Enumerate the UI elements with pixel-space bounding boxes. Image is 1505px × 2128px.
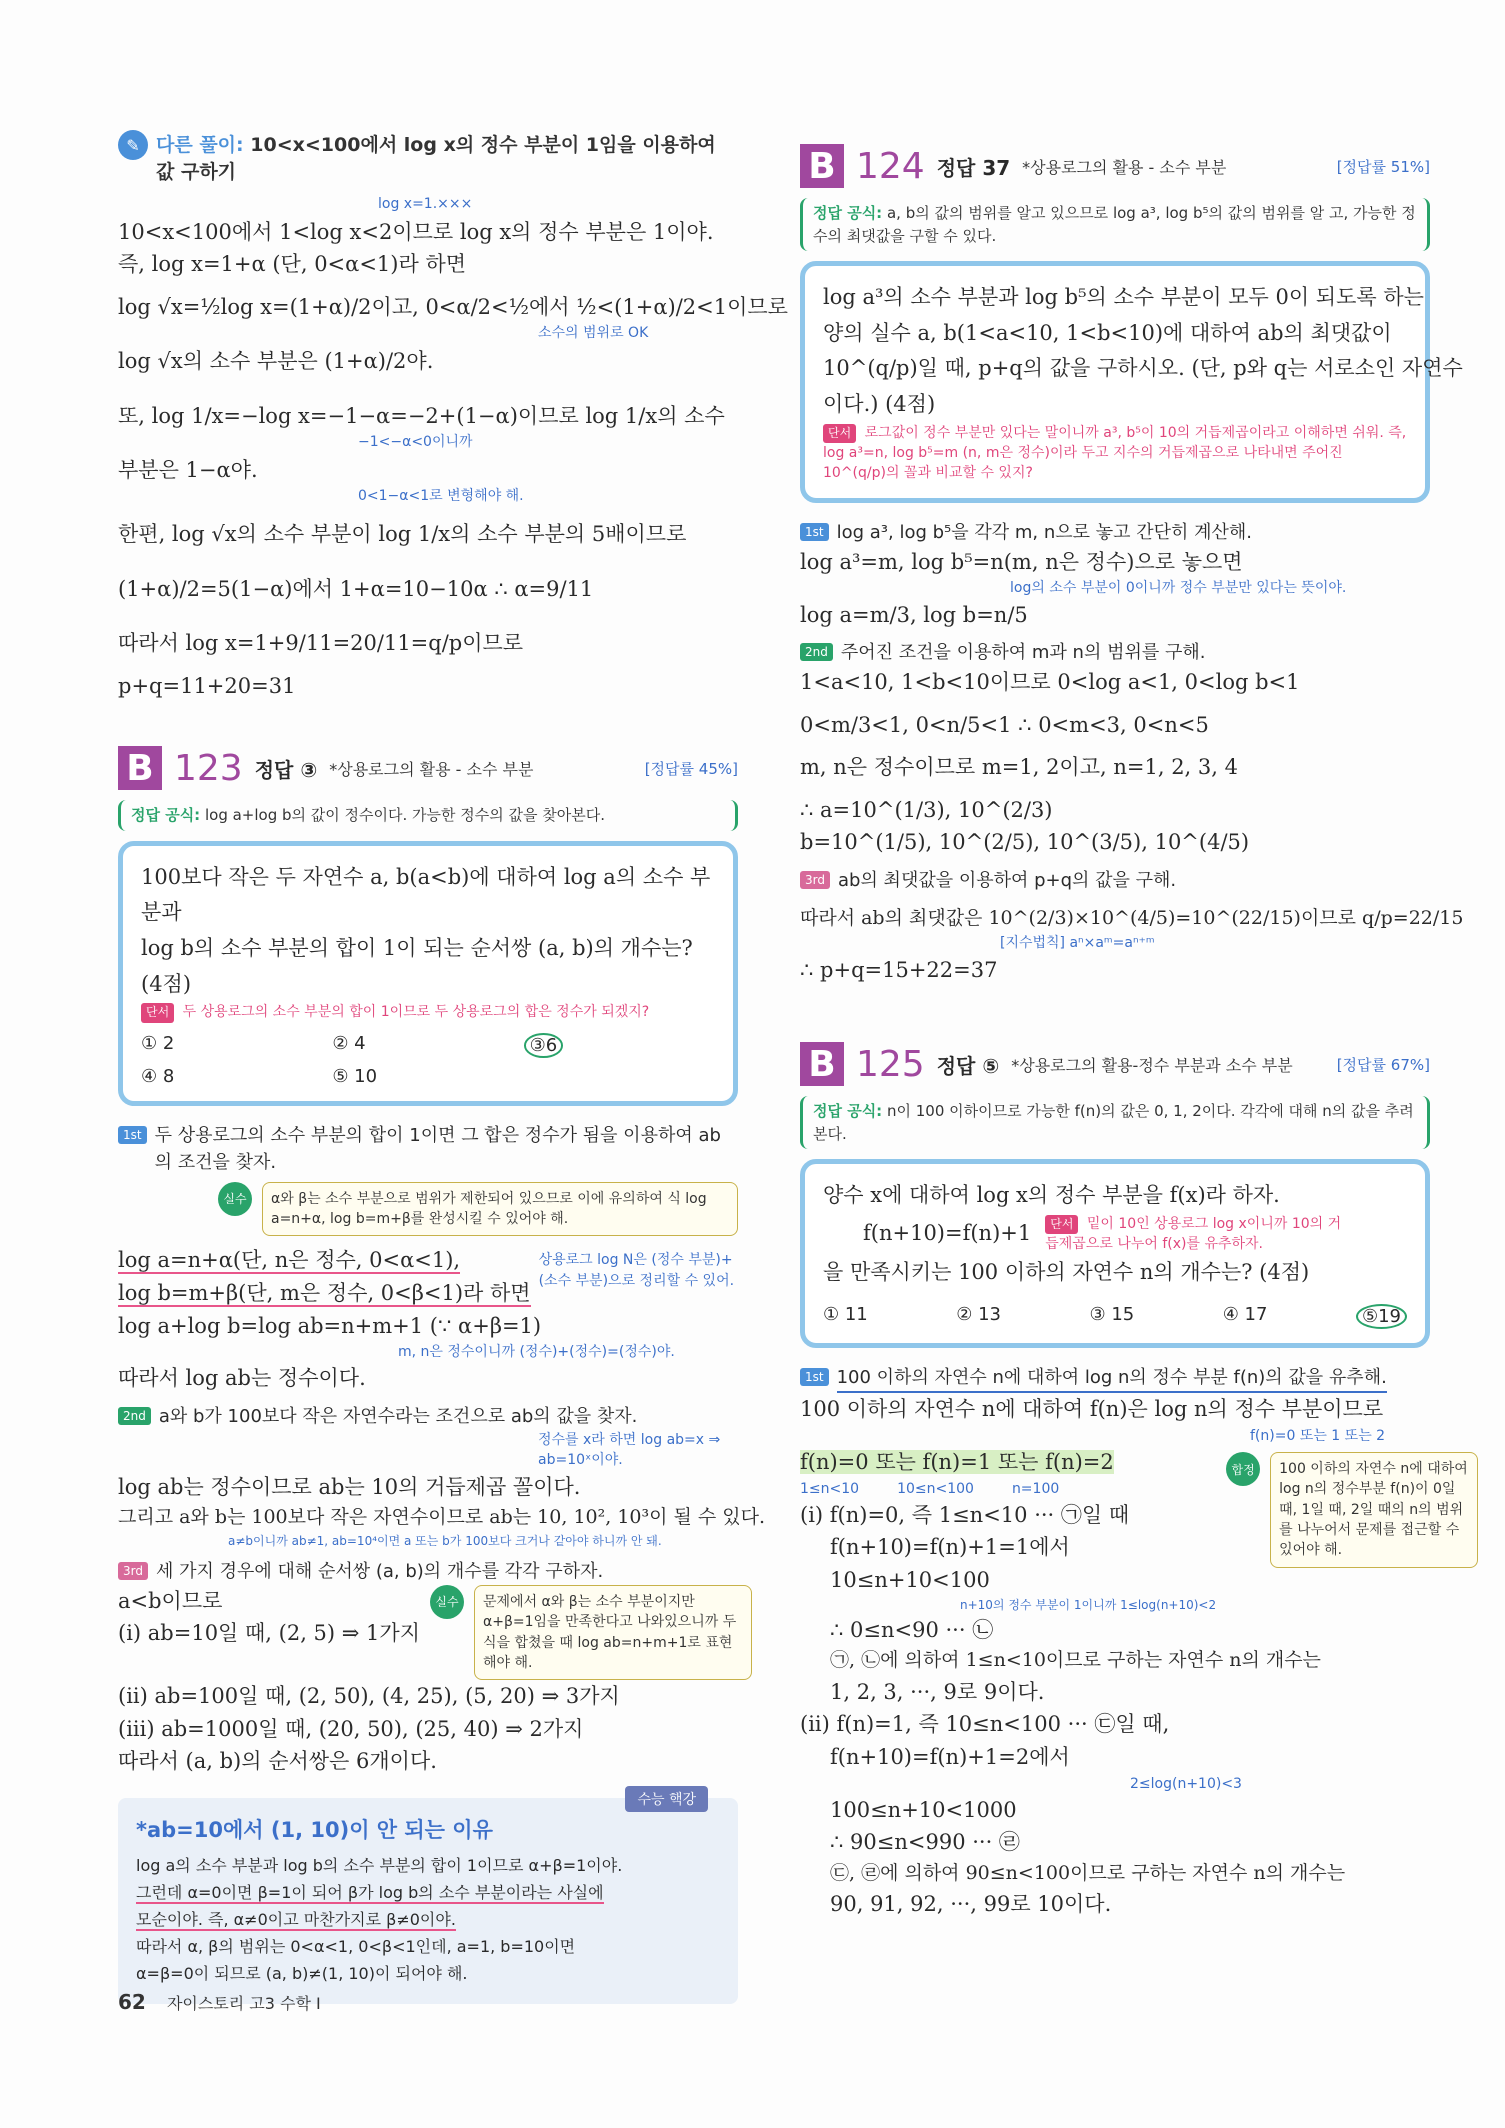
formula-text: log a+log b의 값이 정수이다. 가능한 정수의 값을 찾아본다.	[204, 806, 605, 825]
solution-line: 따라서 (a, b)의 순서쌍은 6개이다.	[118, 1749, 437, 1774]
step-tag: 2nd	[118, 1407, 151, 1425]
problem-124-header	[800, 144, 1430, 188]
side-note: f(n)=0 또는 1 또는 2	[1250, 1427, 1386, 1444]
problem-text: log a³의 소수 부분과 log b⁵의 소수 부분이 모두 0이 되도록 하는	[823, 285, 1424, 309]
solution-line: log a³=m, log b⁵=n(m, n은 정수)으로 놓으면	[800, 549, 1243, 574]
step-text: ab의 최댓값을 이용하여 p+q의 값을 구해.	[837, 869, 1177, 891]
problem-number: 124	[856, 145, 925, 187]
problem-rate: [정답률 51%]	[1336, 157, 1430, 176]
left-column	[118, 130, 788, 2004]
key-title: *ab=10에서 (1, 10)이 안 되는 이유	[136, 1817, 493, 1842]
cases-block	[118, 1585, 738, 1680]
alt-solution-title: 10<x<100에서 log x의 정수 부분이 1임을 이용하여 값 구하기	[156, 134, 716, 183]
solution-line: a<b이므로	[118, 1588, 223, 1613]
problem-topic: *상용로그의 활용-정수 부분과 소수 부분	[1011, 1055, 1293, 1075]
problem-badge: B	[800, 1042, 844, 1086]
alt-note: −1<−α<0이니까	[358, 434, 473, 451]
problem-badge: B	[118, 746, 162, 790]
key-line: 모순이야. 즉, α≠0이고 마찬가지로 β≠0이야.	[136, 1910, 456, 1930]
problem-topic: *상용로그의 활용 - 소수 부분	[329, 759, 534, 779]
step-3	[118, 1558, 738, 1585]
answer-choices	[823, 1304, 1407, 1329]
step-tag: 1st	[800, 523, 829, 541]
step-text: 100 이하의 자연수 n에 대하여 log n의 정수 부분 f(n)의 값을 유추해.	[837, 1364, 1387, 1393]
choice: ③ 15	[1089, 1304, 1135, 1326]
step-3	[800, 867, 1430, 894]
alt-line: 부분은 1−α야.	[118, 457, 258, 482]
solution-line: 따라서 log ab는 정수이다.	[118, 1366, 366, 1391]
alt-solution-icon: ✎	[118, 130, 148, 160]
step-text: 세 가지 경우에 대해 순서쌍 (a, b)의 개수를 각각 구하자.	[155, 1560, 604, 1582]
formula-label: 정답 공식:	[131, 806, 201, 825]
step-2	[118, 1403, 738, 1430]
problem-text: 양수 x에 대하여 log x의 정수 부분을 f(x)라 하자.	[823, 1183, 1280, 1208]
answer-formula	[800, 198, 1430, 251]
solution-line: ∴ 0≤n<90 ··· ㉡	[830, 1617, 994, 1642]
right-column	[800, 130, 1468, 1921]
choice: ② 4	[332, 1032, 366, 1054]
problem-number: 123	[174, 747, 243, 789]
problem-number: 125	[856, 1043, 925, 1085]
alt-line: 한편, log √x의 소수 부분이 log 1/x의 소수 부분의 5배이므로	[118, 522, 687, 547]
alt-line: 따라서 log x=1+9/11=20/11=q/p이므로	[118, 631, 524, 656]
solution-line: f(n)=0 또는 f(n)=1 또는 f(n)=2	[800, 1450, 1114, 1475]
problem-box	[118, 841, 738, 1106]
range-label: 1≤n<10	[800, 1480, 860, 1497]
range-labels	[800, 1479, 1216, 1499]
problem-text: 을 만족시키는 100 이하의 자연수 n의 개수는? (4점)	[823, 1259, 1310, 1284]
solution-line: ㉢, ㉣에 의하여 90≤n<100이므로 구하는 자연수 n의 개수는	[830, 1861, 1346, 1884]
step-tag: 1st	[800, 1368, 829, 1386]
formula-text: n이 100 이하이므로 가능한 f(n)의 값은 0, 1, 2이다. 각각에 대해 n의 값을 추려본다.	[813, 1102, 1414, 1143]
solution-line: f(n+10)=f(n)+1=1에서	[830, 1535, 1070, 1560]
problem-rate: [정답률 67%]	[1336, 1055, 1430, 1074]
solution-line: log a+log b=log ab=n+m+1 (∵ α+β=1)	[118, 1313, 542, 1338]
solution-line: 1<a<10, 1<b<10이므로 0<log a<1, 0<log b<1	[800, 670, 1300, 695]
step-tag: 3rd	[118, 1562, 148, 1580]
solution-line: log b=m+β(단, m은 정수, 0<β<1)라 하면	[118, 1281, 531, 1305]
hint-tag: 단서	[141, 1003, 174, 1022]
step-text: 두 상용로그의 소수 부분의 합이 1이면 그 합은 정수가 됨을 이용하여 ab의 조건을 찾자.	[154, 1124, 721, 1173]
problem-equation-row	[823, 1214, 1407, 1255]
problem-answer: 정답 ③	[254, 757, 318, 782]
range-label: n=100	[1011, 1480, 1060, 1497]
hint-text: 로그값이 정수 부분만 있다는 말이니까 a³, b⁵이 10의 거듭제곱이라고 이해하면 쉬워. 즉, log a³=n, log b⁵=m (n, m은 정수)이라 두고 지수의 거듭제곱으로 나타내면 주어진 10^(q/p)의 꼴과 비교할 수 있지?	[823, 424, 1407, 482]
solution-line: f(n+10)=f(n)+1=2에서	[830, 1745, 1070, 1769]
choice: ② 13	[956, 1304, 1001, 1326]
solution-line: ㉠, ㉡에 의하여 1≤n<10이므로 구하는 자연수 n의 개수는	[830, 1649, 1321, 1672]
step-tag: 3rd	[800, 871, 830, 889]
book-title: 자이스토리 고3 수학 I	[166, 1994, 321, 2013]
step-1	[118, 1122, 738, 1176]
solution-line: (ii) ab=100일 때, (2, 50), (4, 25), (5, 20) ⇒ 3가지	[118, 1684, 620, 1709]
problem-text: 100보다 작은 두 자연수 a, b(a<b)에 대하여 log a의 소수 부분과	[141, 864, 711, 925]
hint-text: 두 상용로그의 소수 부분의 합이 1이므로 두 상용로그의 합은 정수가 되겠지?	[182, 1004, 650, 1021]
problem-rate: [정답률 45%]	[644, 759, 738, 778]
solution-line: (ii) f(n)=1, 즉 10≤n<100 ··· ㉢일 때,	[800, 1712, 1170, 1737]
key-tag: 수능 핵강	[625, 1786, 708, 1812]
solution-line: (i) ab=10일 때, (2, 5) ⇒ 1가지	[118, 1621, 420, 1646]
formula-label: 정답 공식:	[813, 204, 883, 222]
cases-row	[800, 1446, 1468, 1646]
solution-line: 90, 91, 92, ···, 99로 10이다.	[830, 1892, 1112, 1917]
step1-callout	[218, 1182, 738, 1237]
side-note: 상용로그 log N은 (정수 부분)+(소수 부분)으로 정리할 수 있어.	[538, 1252, 735, 1289]
step-2	[800, 639, 1430, 666]
alt-note: 0<1−α<1로 변형해야 해.	[358, 488, 524, 505]
choice: ① 11	[823, 1304, 868, 1326]
solution-line: b=10^(1/5), 10^(2/5), 10^(3/5), 10^(4/5)	[800, 830, 1250, 855]
range-label: 10≤n<100	[897, 1480, 974, 1497]
solution-line: 따라서 ab의 최댓값은 10^(2/3)×10^(4/5)=10^(22/15)이므로 q/p=22/15	[800, 906, 1464, 929]
alt-solution-header	[118, 130, 738, 184]
formula-label: 정답 공식:	[813, 1102, 883, 1121]
choice-correct	[524, 1033, 715, 1058]
side-note: m, n은 정수이니까 (정수)+(정수)=(정수)야.	[398, 1344, 675, 1361]
alt-note: log x=1.×××	[378, 196, 473, 212]
solution-line: ∴ 90≤n<990 ··· ㉣	[830, 1830, 1020, 1855]
step-text: 주어진 조건을 이용하여 m과 n의 범위를 구해.	[840, 642, 1206, 664]
problem-answer: 정답 ⑤	[936, 1053, 1000, 1078]
problem-text: 양의 실수 a, b(1<a<10, 1<b<10)에 대하여 ab의 최댓값이	[823, 320, 1392, 345]
alt-line: p+q=11+20=31	[118, 673, 296, 698]
solution-line: (iii) ab=1000일 때, (20, 50), (25, 40) ⇒ 2가지	[118, 1716, 584, 1741]
problem-badge: B	[800, 144, 844, 188]
problem-hint	[141, 1002, 715, 1022]
alt-line: (1+α)/2=5(1−α)에서 1+α=10−10α ∴ α=9/11	[118, 576, 594, 601]
correct-mark: ⑤19	[1356, 1304, 1407, 1329]
alt-note: 소수의 범위로 OK	[538, 325, 649, 342]
step-1	[800, 1364, 1430, 1393]
alt-line: 또, log 1/x=−log x=−1−α=−2+(1−α)이므로 log 1/x의 소수	[118, 403, 725, 428]
key-line: 따라서 α, β의 범위는 0<α<1, 0<β<1인데, a=1, b=10이면	[136, 1937, 576, 1957]
hint-text: 밑이 10인 상용로그 log x이니까 10의 거듭제곱으로 나누어 f(x)를 유추하자.	[1045, 1215, 1342, 1253]
page-footer	[118, 1990, 321, 2014]
solution-line: 100≤n+10<1000	[830, 1797, 1017, 1822]
side-note: [지수법칙] aⁿ×aᵐ=aⁿ⁺ᵐ	[1000, 935, 1155, 952]
formula-text: a, b의 값의 범위를 알고 있으므로 log a³, log b⁵의 값의 범위를 알 고, 가능한 정수의 최댓값을 구할 수 있다.	[813, 204, 1416, 245]
page-number: 62	[118, 1990, 146, 2014]
problem-box	[800, 1159, 1430, 1348]
callout-block	[1226, 1452, 1478, 1567]
callout-bubble: 실수	[218, 1182, 252, 1216]
callout-text: 100 이하의 자연수 n에 대하여 log n의 정수부분 f(n)이 0일 때, 1일 때, 2일 때의 n의 범위를 나누어서 문제를 접근할 수 있어야 해.	[1270, 1452, 1478, 1567]
alt-solution-label: 다른 풀이:	[156, 134, 244, 156]
callout-bubble: 실수	[430, 1585, 464, 1619]
step-text: a와 b가 100보다 작은 자연수라는 조건으로 ab의 값을 찾자.	[158, 1405, 638, 1427]
choice: ④ 17	[1222, 1304, 1268, 1326]
problem-text: 이다.) (4점)	[823, 392, 936, 417]
problem-hint	[1045, 1214, 1345, 1255]
solution-line: m, n은 정수이므로 m=1, 2이고, n=1, 2, 3, 4	[800, 755, 1238, 780]
solution-line: (i) f(n)=0, 즉 1≤n<10 ··· ㉠일 때	[800, 1502, 1130, 1527]
step-text: log a³, log b⁵을 각각 m, n으로 놓고 간단히 계산해.	[836, 521, 1253, 543]
choice: ④ 8	[141, 1065, 175, 1087]
solution-line: ∴ p+q=15+22=37	[800, 957, 998, 982]
correct-mark: ③6	[524, 1033, 564, 1058]
solution-line: log a=m/3, log b=n/5	[800, 602, 1028, 627]
alt-line: log √x의 소수 부분은 (1+α)/2야.	[118, 349, 434, 374]
solution-line: 10≤n+10<100	[830, 1567, 990, 1592]
choice: ⑤ 10	[332, 1065, 378, 1087]
solution-line: 0<m/3<1, 0<n/5<1 ∴ 0<m<3, 0<n<5	[800, 712, 1209, 737]
choice-correct	[1356, 1304, 1407, 1329]
solution-line: 100 이하의 자연수 n에 대하여 f(n)은 log n의 정수 부분이므로	[800, 1397, 1384, 1422]
problem-box	[800, 261, 1463, 503]
solution-line: 그리고 a와 b는 100보다 작은 자연수이므로 ab는 10, 10², 10³이 될 수 있다.	[118, 1506, 766, 1529]
solution-line: ∴ a=10^(1/3), 10^(2/3)	[800, 797, 1053, 822]
answer-choices	[141, 1033, 715, 1087]
key-line: log a의 소수 부분과 log b의 소수 부분의 합이 1이므로 α+β=1이야.	[136, 1855, 623, 1875]
lines1-block	[118, 1244, 738, 1309]
key-point-box	[118, 1791, 738, 2004]
step-tag: 2nd	[800, 643, 833, 661]
hint-tag: 단서	[1045, 1215, 1078, 1234]
callout-text: α와 β는 소수 부분으로 범위가 제한되어 있으므로 이에 유의하여 식 log a=n+α, log b=m+β를 완성시킬 수 있어야 해.	[262, 1182, 738, 1237]
side-note: 2≤log(n+10)<3	[1130, 1775, 1242, 1792]
solution-line: log a=n+α(단, n은 정수, 0<α<1),	[118, 1248, 461, 1273]
side-note: a≠b이니까 ab≠1, ab=10⁴이면 a 또는 b가 100보다 크거나 같아야 하니까 안 돼.	[228, 1533, 662, 1548]
answer-formula	[118, 800, 738, 831]
hint-tag: 단서	[823, 424, 856, 443]
solution-line: log ab는 정수이므로 ab는 10의 거듭제곱 꼴이다.	[118, 1474, 581, 1499]
choice: ① 2	[141, 1032, 175, 1054]
problem-answer: 정답 37	[936, 155, 1011, 180]
side-note: n+10의 정수 부분이 1이니까 1≤log(n+10)<2	[960, 1597, 1217, 1612]
problem-text: f(n+10)=f(n)+1	[863, 1221, 1032, 1246]
key-line: 그런데 α=0이면 β=1이 되어 β가 log b의 소수 부분이라는 사실에	[136, 1882, 604, 1902]
side-note: 정수를 x라 하면 log ab=x ⇒ ab=10ˣ이야.	[538, 1431, 721, 1469]
step-tag: 1st	[118, 1126, 147, 1144]
alt-line: log √x=½log x=(1+α)/2이고, 0<α/2<½에서 ½<(1+α)/2<1이므로	[118, 294, 788, 319]
problem-123-header	[118, 746, 738, 790]
problem-text: 10^(q/p)일 때, p+q의 값을 구하시오. (단, p와 q는 서로소인 자연수	[823, 356, 1463, 381]
alt-line: 10<x<100에서 1<log x<2이므로 log x의 정수 부분은 1이야.	[118, 219, 714, 244]
step3-callout	[430, 1585, 752, 1680]
alt-line: 즉, log x=1+α (단, 0<α<1)라 하면	[118, 252, 467, 277]
step-1	[800, 519, 1430, 546]
side-note: log의 소수 부분이 0이니까 정수 부분만 있다는 뜻이야.	[1010, 580, 1347, 597]
problem-hint	[823, 423, 1407, 484]
callout-text: 문제에서 α와 β는 소수 부분이지만 α+β=1임을 만족한다고 나와있으니까 두 식을 합쳤을 때 log ab=n+m+1로 표현해야 해.	[474, 1585, 752, 1680]
problem-text: log b의 소수 부분의 합이 1이 되는 순서쌍 (a, b)의 개수는? (4점)	[141, 936, 693, 996]
problem-125-header	[800, 1042, 1430, 1086]
key-line: α=β=0이 되므로 (a, b)≠(1, 10)이 되어야 해.	[136, 1964, 468, 1984]
solution-line: 1, 2, 3, ···, 9로 9이다.	[830, 1679, 1045, 1704]
answer-formula	[800, 1096, 1430, 1149]
problem-topic: *상용로그의 활용 - 소수 부분	[1022, 157, 1227, 177]
callout-bubble: 합정	[1226, 1452, 1260, 1486]
